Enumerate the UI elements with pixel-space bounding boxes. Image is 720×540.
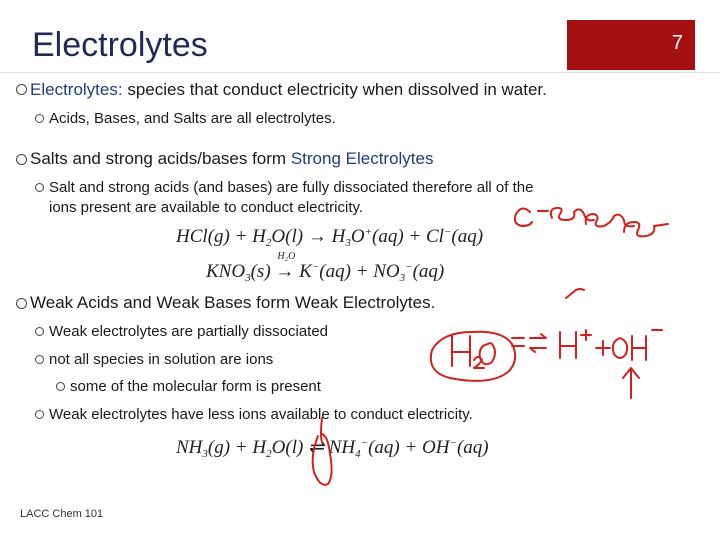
ink-h-plus — [560, 330, 591, 358]
subbullet-not-all-ions: not all species in solution are ions — [49, 351, 274, 368]
bullet-strong-electrolytes — [30, 149, 434, 169]
equation-hcl: $HCl(g) + H_2O(l) \to H_3O^+(aq) + Cl^-(aq)$ — [176, 226, 484, 249]
ink-small-arrow — [512, 338, 524, 346]
subbullet-partially-dissociated: Weak electrolytes are partially dissociated — [49, 323, 329, 340]
bullet-icon — [35, 355, 44, 364]
ink-2 — [474, 357, 484, 368]
ink-h2o-circle — [431, 332, 515, 381]
divider — [0, 72, 720, 73]
ink-equilibrium-arrows — [530, 334, 546, 352]
bullet-electrolytes-text: species that conduct electricity when dissolved in water. — [127, 80, 547, 99]
footer-text: LACC Chem 101 — [20, 508, 104, 520]
equation-nh3: $NH_3(g) + H_2O(l)$ ⇌ $NH_4^-(aq) + OH^-(aq)$ — [176, 437, 489, 460]
ink-electron-squiggle-2 — [586, 214, 634, 227]
bullet-icon — [16, 154, 27, 165]
bullet-icon — [35, 183, 44, 192]
subbullet-fully-dissociated-line1: Salt and strong acids (and bases) are fully dissociated therefore all of the — [49, 179, 534, 196]
ink-electron-squiggle-3 — [624, 222, 668, 236]
subbullet-acids-bases-salts: Acids, Bases, and Salts are all electrolytes. — [49, 110, 336, 127]
reaction-arrow: → — [307, 226, 327, 247]
bullet-icon — [16, 298, 27, 309]
bullet-icon — [35, 114, 44, 123]
slide-title: Electrolytes — [32, 26, 208, 64]
bullet-icon — [35, 327, 44, 336]
subbullet-fully-dissociated-line2: ions present are available to conduct electricity. — [49, 199, 364, 216]
slide-number: 7 — [671, 32, 683, 54]
bullet-icon — [16, 84, 27, 95]
subbullet-less-ions: Weak electrolytes have less ions available to conduct electricity. — [49, 406, 473, 423]
ink-up-arrow — [623, 368, 639, 398]
ink-h — [452, 336, 470, 366]
bullet-weak-electrolytes: Weak Acids and Weak Bases form Weak Electrolytes. — [30, 293, 436, 312]
ink-electron-e — [515, 208, 532, 226]
equation-kno3: $KNO_3(s)$ H₂O → $K^-(aq) + NO_3^-(aq)$ — [206, 251, 445, 284]
subsubbullet-molecular-form: some of the molecular form is present — [70, 378, 321, 395]
ink-tick-mark — [566, 289, 584, 298]
equilibrium-arrow: ⇌ — [308, 437, 324, 458]
term-electrolytes: Electrolytes: — [30, 80, 123, 99]
slide-number-box — [567, 20, 695, 70]
bullet-electrolytes — [30, 80, 547, 100]
ink-o — [480, 343, 495, 364]
ink-oh — [613, 336, 646, 360]
reaction-arrow-water: H₂O → — [275, 251, 296, 282]
term-strong-electrolytes: Strong Electrolytes — [290, 149, 434, 168]
bullet-icon — [35, 410, 44, 419]
ink-electron-squiggle-1 — [551, 208, 594, 220]
bullet-strong-text: Salts and strong acids/bases form — [30, 149, 287, 168]
bullet-icon — [56, 382, 65, 391]
ink-plus — [596, 341, 610, 355]
